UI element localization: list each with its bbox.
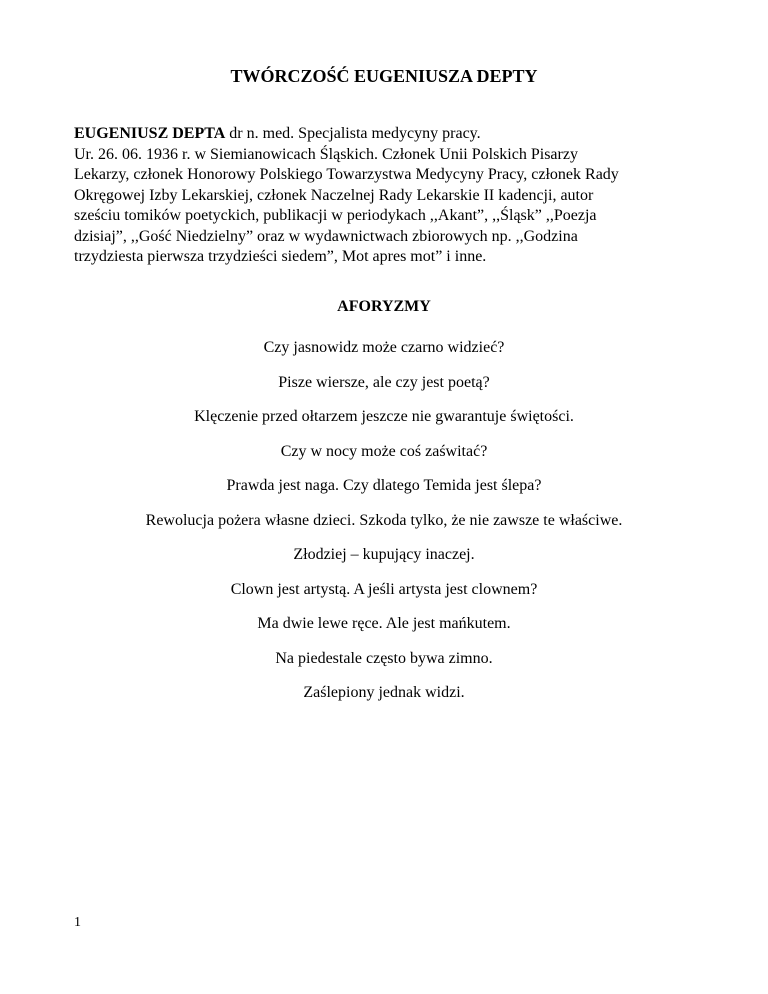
- aphorism-item: Na piedestale często bywa zimno.: [275, 649, 493, 667]
- bio-line-3: Lekarzy, członek Honorowy Polskiego Towarzystwa Medycyny Pracy, członek Rady: [74, 166, 619, 183]
- page-number: 1: [74, 915, 81, 930]
- bio-line-4: Okręgowej Izby Lekarskiej, członek Naczelnej Rady Lekarskie II kadencji, autor: [74, 186, 594, 204]
- aphorism-item: Czy jasnowidz może czarno widzieć?: [263, 339, 505, 356]
- bio-line-2: Ur. 26. 06. 1936 r. w Siemianowicach Śląskich. Członek Unii Polskich Pisarzy: [74, 145, 578, 163]
- bio-line-5: sześciu tomików poetyckich, publikacji w periodykach ,,Akant”, ,,Śląsk” ,,Poezja: [74, 207, 597, 224]
- aphorism-list: [0, 338, 768, 718]
- aphorism-item: Klęczenie przed ołtarzem jeszcze nie gwarantuje świętości.: [194, 408, 574, 425]
- bio-line-1: [74, 124, 714, 145]
- aphorism-item: Czy w nocy może coś zaświtać?: [280, 442, 488, 460]
- bio-line-7: trzydziesta pierwsza trzydzieści siedem”, Mot apres mot” i inne.: [74, 248, 487, 265]
- aphorism-item: Złodziej – kupujący inaczej.: [293, 546, 475, 563]
- bio-line-1-text: dr n. med. Specjalista medycyny pracy.: [225, 125, 481, 142]
- aphorism-item: Prawda jest naga. Czy dlatego Temida jest ślepa?: [226, 477, 542, 494]
- aphorism-item: Ma dwie lewe ręce. Ale jest mańkutem.: [257, 615, 511, 632]
- aphorism-item: Pisze wiersze, ale czy jest poetą?: [278, 373, 490, 391]
- document-title: TWÓRCZOŚĆ EUGENIUSZA DEPTY: [230, 66, 538, 86]
- aphorism-item: Rewolucja pożera własne dzieci. Szkoda tylko, że nie zawsze te właściwe.: [145, 511, 623, 529]
- section-title-aphorisms: AFORYZMY: [337, 298, 431, 315]
- bio-line-6: dzisiaj”, ,,Gość Niedzielny” oraz w wydawnictwach zbiorowych np. ,,Godzina: [74, 227, 578, 245]
- aphorism-item: Zaślepiony jednak widzi.: [303, 684, 465, 701]
- aphorism-item: Clown jest artystą. A jeśli artysta jest clownem?: [230, 580, 538, 598]
- author-bio: [74, 124, 714, 268]
- author-name: EUGENIUSZ DEPTA: [74, 125, 226, 142]
